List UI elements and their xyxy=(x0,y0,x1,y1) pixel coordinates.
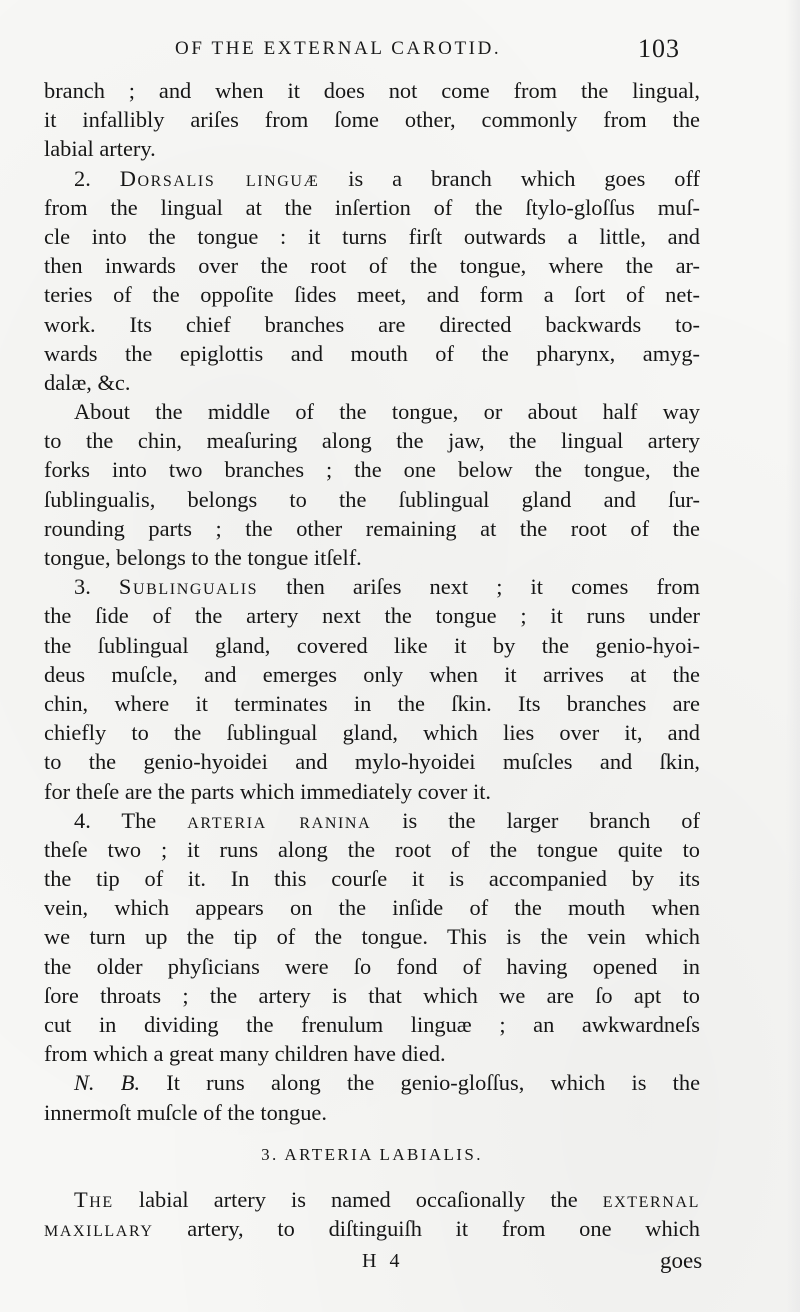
text-line: cut in dividing the frenulum linguæ ; an awkwardneſs xyxy=(44,1012,700,1037)
text-line xyxy=(44,806,700,835)
text-line: vein, which appears on the inſide of the mouth when xyxy=(44,895,700,921)
running-title: OF THE EXTERNAL CAROTID. xyxy=(175,38,502,59)
artery-name: external xyxy=(602,1186,700,1212)
text-line: chiefly to the ſublingual gland, which lies over it, and xyxy=(44,720,700,746)
text-line: the older phyſicians were ſo fond of having opened in xyxy=(44,953,700,979)
artery-name: arteria ranina xyxy=(187,807,372,833)
paragraph-continuation xyxy=(44,76,700,164)
section-heading: 3. ARTERIA LABIALIS. xyxy=(261,1144,483,1164)
text-line: rounding parts ; the other remaining at the root of the xyxy=(44,515,700,541)
line-text: labial artery is named occaſionally the xyxy=(113,1186,603,1212)
line-text: artery, to diſtinguiſh it from one which xyxy=(153,1215,700,1241)
text-line: deus muſcle, and emerges only when it arrives at the xyxy=(44,661,700,687)
paragraph-dorsalis-linguae xyxy=(44,164,700,398)
text-line: it infallibly ariſes from ſome other, commonly from the xyxy=(44,107,700,133)
artery-name: Dorsalis linguæ xyxy=(119,165,320,191)
item-number: 3. xyxy=(74,574,91,600)
item-number: 2. xyxy=(74,165,91,191)
text-line xyxy=(44,1185,700,1214)
text-line xyxy=(44,1068,700,1097)
text-line: from which a great many children have died. xyxy=(44,1041,446,1067)
text-line: branch ; and when it does not come from the lingual, xyxy=(44,78,700,103)
text-line: innermoſt muſcle of the tongue. xyxy=(44,1099,327,1125)
artery-name: maxillary xyxy=(44,1215,154,1241)
line-text: It runs along the genio-gloſſus, which is the xyxy=(140,1070,701,1096)
text-line: we turn up the tip of the tongue. This is the vein which xyxy=(44,924,700,950)
paragraph-arteria-ranina xyxy=(44,806,700,1069)
note-label: N. B. xyxy=(74,1070,141,1096)
text-line: dalæ, &c. xyxy=(44,369,131,395)
artery-name: Sublingualis xyxy=(118,574,259,600)
text-line: teries of the oppoſite ſides meet, and form a ſort of net- xyxy=(44,282,700,308)
text-line xyxy=(44,164,700,193)
signature-mark: H 4 xyxy=(362,1250,404,1272)
text-line: forks into two branches ; the one below the tongue, the xyxy=(44,457,700,483)
text-line: the tip of it. In this courſe it is accompanied by its xyxy=(44,866,700,892)
text-line: the ſublingual gland, covered like it by the genio-hyoi- xyxy=(44,632,700,658)
text-line: then inwards over the root of the tongue, where the ar- xyxy=(44,253,700,279)
text-line xyxy=(44,1214,700,1243)
paragraph-sublingualis xyxy=(44,572,700,806)
text-line: tongue, belongs to the tongue itſelf. xyxy=(44,545,362,570)
paragraph-labial-artery xyxy=(44,1185,700,1243)
text-line: chin, where it terminates in the ſkin. Its branches are xyxy=(44,690,700,716)
text-line xyxy=(44,572,700,601)
catchword: goes xyxy=(660,1248,703,1273)
text-line: from the lingual at the inſertion of the ſtylo-gloſſus muſ- xyxy=(44,194,700,220)
paragraph-note xyxy=(44,1068,700,1126)
line-text: then ariſes next ; it comes from xyxy=(258,574,700,600)
running-head xyxy=(0,36,800,66)
paragraph-tongue-forks xyxy=(44,397,700,572)
text-line: labial artery. xyxy=(44,136,156,162)
page-footer xyxy=(0,1250,800,1280)
text-line: wards the epiglottis and mouth of the pharynx, amyg- xyxy=(44,340,700,366)
item-number: 4. xyxy=(74,807,91,833)
text-line: ſore throats ; the artery is that which we are ſo apt to xyxy=(44,982,700,1008)
page-number: 103 xyxy=(638,34,680,63)
text-line: theſe two ; it runs along the root of the tongue quite to xyxy=(44,836,700,862)
text-line: to the genio-hyoidei and mylo-hyoidei muſcles and ſkin, xyxy=(44,749,700,775)
text-line: to the chin, meaſuring along the jaw, the lingual artery xyxy=(44,428,700,454)
text-line: About the middle of the tongue, or about half way xyxy=(74,399,700,425)
lead-word: The xyxy=(74,1186,114,1212)
text-line: cle into the tongue : it turns firſt outwards a little, and xyxy=(44,223,700,249)
body-text xyxy=(44,76,700,1243)
line-text: is the larger branch of xyxy=(371,807,700,833)
text-line: ſublingualis, belongs to the ſublingual gland and ſur- xyxy=(44,486,700,512)
text-line: work. Its chief branches are directed backwards to- xyxy=(44,311,700,337)
text-line: the ſide of the artery next the tongue ; it runs under xyxy=(44,603,700,629)
text-line: for theſe are the parts which immediately cover it. xyxy=(44,778,492,804)
line-text: is a branch which goes off xyxy=(319,165,700,191)
line-prefix: The xyxy=(121,807,188,833)
page-edge-shadow xyxy=(786,0,800,1312)
